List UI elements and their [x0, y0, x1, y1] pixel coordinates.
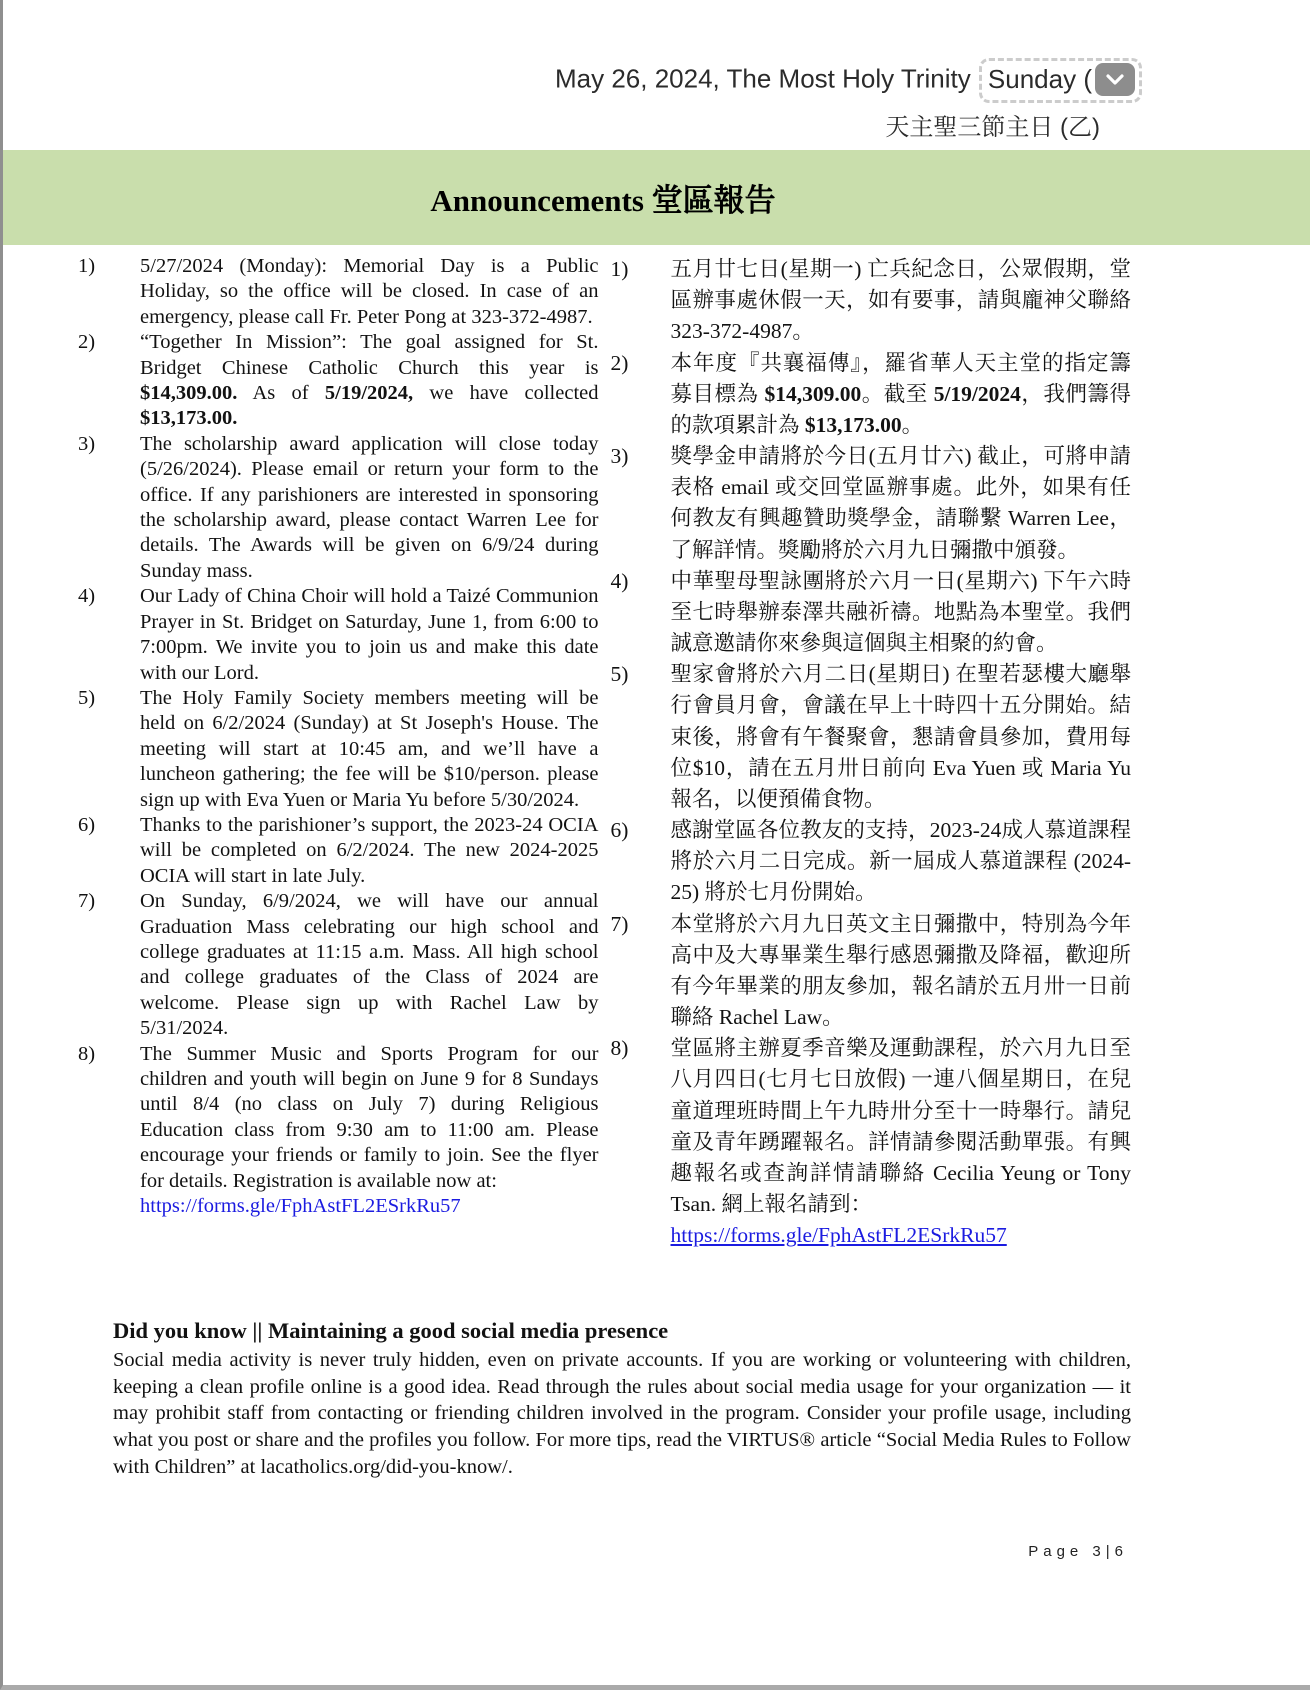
text-segment: 聖家會將於六月二日(星期日) 在聖若瑟樓大廳舉行會員月會，會議在早上十時四十五分開始。結束後，將會有午餐聚會，懇請會員參加，費用每位$10，請在五月卅日前向 Eva Yuen 或 Maria Yu 報名，以便預備食物。: [670, 662, 1131, 811]
announcement-item: [78, 813, 599, 889]
page-number: Page 3|6: [1028, 1543, 1128, 1560]
text-segment: The Holy Family Society members meeting will be held on 6/2/2024 (Sunday) at St Joseph's House. The meeting will start at 10:45 am, and we’ll have a luncheon gathering; the fee will be $10/person. please sign up with Eva Yuen or Maria Yu before 5/30/2024.: [140, 686, 599, 811]
text-segment: 堂區將主辦夏季音樂及運動課程，於六月九日至八月四日(七月七日放假) 一連八個星期日，在兒童道理班時間上午九時卅分至十一時舉行。請兒童及青年踴躍報名。詳情請參閱活動單張。有興趣報名或查詢詳情請聯絡 Cecilia Yeung or Tony Tsan. 網上報名請到：: [670, 1036, 1131, 1217]
text-segment: The scholarship award application will close today (5/26/2024). Please email or return your form to the office. If any parishioners are interested in sponsoring the scholarship award, please contact Warren Lee for details. The Awards will be given on 6/9/24 during Sunday mass.: [140, 432, 599, 582]
text-segment: 五月廿七日(星期一) 亡兵紀念日，公眾假期，堂區辦事處休假一天，如有要事，請與龐神父聯絡 323-372-4987。: [670, 257, 1131, 344]
item-text: [671, 659, 1132, 815]
text-segment: $14,309.00: [764, 381, 862, 406]
item-text: [140, 254, 599, 330]
item-text: [671, 254, 1132, 348]
text-segment: $13,173.00.: [140, 407, 238, 430]
item-text: [671, 441, 1132, 566]
text-segment: “Together In Mission”: The goal assigned for St. Bridget Chinese Catholic Church this year is: [140, 331, 599, 379]
announcement-item: [611, 909, 1132, 1034]
text-segment: 中華聖母聖詠團將於六月一日(星期六) 下午六時至七時舉辦泰澤共融祈禱。地點為本聖堂。我們誠意邀請你來參與這個與主相聚的約會。: [670, 568, 1131, 656]
text-segment: 5/27/2024 (Monday): Memorial Day is a Public Holiday, so the office will be closed. In case of an emergency, please call Fr. Peter Pong at 323-372-4987.: [140, 255, 599, 328]
announcements-banner: [3, 150, 1310, 245]
text-segment: 。: [901, 412, 924, 437]
annotation-dropdown-button[interactable]: [1095, 63, 1135, 96]
text-segment: $13,173.00: [804, 412, 902, 437]
announcement-item: [611, 1033, 1132, 1251]
announcement-item: [78, 686, 599, 813]
banner-inner: [78, 150, 1128, 245]
item-number: 1): [78, 255, 96, 277]
registration-form-link[interactable]: https://forms.gle/FphAstFL2ESrkRu57: [140, 1195, 461, 1218]
item-text: [140, 889, 599, 1041]
announcement-item: [611, 254, 1132, 348]
announcements-english-column: [78, 254, 599, 1252]
header-date-chinese: 天主聖三節主日 (乙): [885, 114, 1100, 141]
item-number: 5): [610, 662, 629, 687]
announcement-item: [78, 1042, 599, 1220]
announcement-item: [611, 566, 1132, 660]
item-text: [140, 432, 599, 584]
item-number: 8): [78, 1042, 96, 1065]
text-segment: 本年度『共襄福傳』，羅省華人天主堂的指定籌募目標為: [670, 350, 1131, 406]
announcement-item: [611, 348, 1132, 442]
text-segment: As of: [237, 382, 325, 405]
banner-title: Announcements 堂區報告: [430, 183, 776, 218]
text-segment: 獎學金申請將於今日(五月廿六) 截止，可將申請表格 email 或交回堂區辦事處。此外，如果有任何教友有興趣贊助獎學金，請聯繫 Warren Lee，了解詳情。獎勵將於六月九日彌撒中頒發。: [670, 444, 1131, 562]
header-date-suffix: Sunday (: [987, 64, 1092, 95]
item-number: 7): [610, 911, 629, 936]
item-text: [140, 330, 599, 432]
item-number: 7): [78, 890, 96, 913]
item-number: 6): [78, 813, 96, 836]
announcement-item: [611, 441, 1132, 566]
item-text: [671, 815, 1132, 909]
text-segment: we have collected: [413, 382, 599, 405]
item-number: 1): [610, 257, 629, 281]
text-segment: 5/19/2024: [933, 381, 1021, 406]
text-segment: On Sunday, 6/9/2024, we will have our annual Graduation Mass celebrating our high school and college graduates at 11:15 a.m. Mass. All high school and college graduates of the Class of 2024 are welcome. Please sign up with Rachel Law by 5/31/2024.: [140, 890, 599, 1040]
item-text: [140, 813, 599, 889]
item-text: [671, 348, 1132, 442]
item-number: 2): [78, 331, 96, 354]
did-you-know-section: [113, 1318, 1131, 1480]
text-segment: Our Lady of China Choir will hold a Taizé Communion Prayer in St. Bridget on Saturday, June 1, from 6:00 to 7:00pm. We invite you to join us and make this date with our Lord.: [140, 585, 599, 684]
text-segment: Thanks to the parishioner’s support, the 2023-24 OCIA will be completed on 6/2/2024. The new 2024-2025 OCIA will start in late July.: [140, 813, 599, 887]
item-number: 3): [610, 444, 629, 469]
text-segment: 感謝堂區各位教友的支持，2023-24成人慕道課程將於六月二日完成。新一屆成人慕道課程 (2024-25) 將於七月份開始。: [670, 818, 1131, 905]
text-segment: 5/19/2024,: [324, 382, 414, 405]
announcement-item: [78, 889, 599, 1041]
announcement-item: [78, 584, 599, 686]
text-segment: 。截至: [861, 381, 934, 406]
item-number: 4): [78, 585, 96, 608]
item-number: 8): [610, 1036, 629, 1061]
text-segment: $14,309.00.: [140, 382, 238, 405]
did-you-know-heading: Did you know || Maintaining a good social media presence: [113, 1318, 669, 1343]
header-date-text: May 26, 2024, The Most Holy Trinity: [555, 63, 978, 94]
item-number: 5): [78, 686, 96, 709]
text-segment: 本堂將於六月九日英文主日彌撒中，特別為今年高中及大專畢業生舉行感恩彌撒及降福，歡迎所有今年畢業的朋友參加，報名請於五月卅一日前聯絡 Rachel Law。: [670, 911, 1131, 1030]
announcement-columns: [78, 254, 1131, 1252]
announcement-item: [78, 330, 599, 432]
item-number: 6): [610, 818, 629, 843]
item-text: [671, 1033, 1132, 1251]
text-segment: The Summer Music and Sports Program for our children and youth will begin on June 9 for 8 Sundays until 8/4 (no class on July 7) during Religious Education class from 9:30 am to 11:00 am. Please encourage your friends or family to join. See the flyer for details. Registration is available now at:: [140, 1042, 599, 1192]
announcement-item: [611, 815, 1132, 909]
registration-form-link[interactable]: https://forms.gle/FphAstFL2ESrkRu57: [670, 1223, 1007, 1248]
item-text: [140, 1042, 599, 1220]
page-header: [555, 58, 1142, 142]
item-number: 3): [78, 432, 96, 455]
announcement-item: [78, 254, 599, 330]
item-number: 2): [610, 350, 629, 375]
chevron-down-icon: [1105, 74, 1125, 86]
item-text: [671, 909, 1132, 1034]
page-footer: [1028, 1543, 1128, 1560]
item-text: [671, 566, 1132, 660]
text-segment: ，我們籌得的款項累計為: [670, 381, 1131, 437]
announcement-item: [78, 432, 599, 584]
did-you-know-body: Social media activity is never truly hidden, even on private accounts. If you are working or volunteering with children, keeping a clean profile online is a good idea. Read through the rules about social media usage for your organization — it may prohibit staff from contacting or friending children involved in the program. Consider your profile usage, including what you post or share and the profiles you follow. For more tips, read the VIRTUS® article “Social Media Rules to Follow with Children” at lacatholics.org/did-you-know/.: [113, 1349, 1131, 1478]
announcement-item: [611, 659, 1132, 815]
form-field-annotation-box: [979, 58, 1142, 103]
header-date-line: [555, 58, 1142, 103]
item-text: [140, 686, 599, 813]
item-number: 4): [610, 568, 629, 593]
item-text: [140, 584, 599, 686]
announcements-chinese-column: [611, 254, 1132, 1252]
